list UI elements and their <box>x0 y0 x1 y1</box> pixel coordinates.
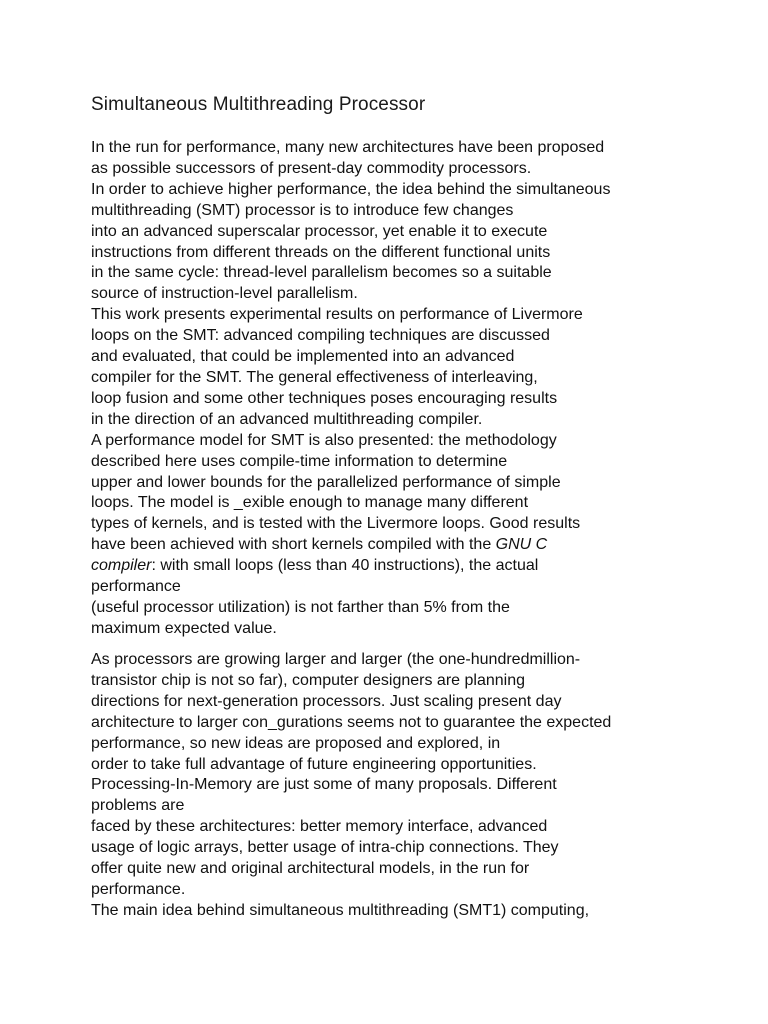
text-line: offer quite new and original architectural models, in the run for <box>91 860 530 878</box>
text-line: in the same cycle: thread-level parallelism becomes so a suitable <box>91 264 552 282</box>
text-line: in the direction of an advanced multithreading compiler. <box>91 410 483 428</box>
text-line: In order to achieve higher performance, the idea behind the simultaneous <box>91 180 611 198</box>
text-segment: : with small loops (less than 40 instructions), the actual <box>151 557 539 575</box>
paragraph-introduction <box>91 650 611 922</box>
text-line: instructions from different threads on the different functional units <box>91 243 551 261</box>
document-title: Simultaneous Multithreading Processor <box>91 94 426 115</box>
text-line: A performance model for SMT is also presented: the methodology <box>91 431 557 449</box>
text-line: (useful processor utilization) is not farther than 5% from the <box>91 598 510 616</box>
text-line: compiler for the SMT. The general effectiveness of interleaving, <box>91 368 538 386</box>
text-line: Processing-In-Memory are just some of many proposals. Different <box>91 776 557 794</box>
text-line-mixed <box>91 535 610 556</box>
text-line-mixed <box>91 556 610 577</box>
italic-segment: compiler <box>91 557 152 575</box>
text-line: As processors are growing larger and larger (the one-hundredmillion- <box>91 651 581 668</box>
text-line: architecture to larger con_gurations seems not to guarantee the expected <box>91 713 612 731</box>
text-line: maximum expected value. <box>91 619 277 637</box>
text-line: In the run for performance, many new architectures have been proposed <box>91 139 605 156</box>
text-line: loop fusion and some other techniques poses encouraging results <box>91 389 558 407</box>
text-line: This work presents experimental results on performance of Livermore <box>91 306 583 324</box>
text-line: performance <box>91 578 181 596</box>
text-line: described here uses compile-time information to determine <box>91 452 508 470</box>
text-line: usage of logic arrays, better usage of intra-chip connections. They <box>91 839 559 857</box>
text-line: multithreading (SMT) processor is to introduce few changes <box>91 201 514 219</box>
text-line: performance, so new ideas are proposed and explored, in <box>91 734 501 752</box>
text-line: directions for next-generation processors. Just scaling present day <box>91 692 562 710</box>
text-line: The main idea behind simultaneous multithreading (SMT1) computing, <box>91 901 590 919</box>
text-line: upper and lower bounds for the parallelized performance of simple <box>91 473 561 491</box>
text-line: performance. <box>91 880 186 898</box>
text-line: loops. The model is _exible enough to manage many different <box>91 494 529 512</box>
text-line: as possible successors of present-day commodity processors. <box>91 159 532 177</box>
text-line: transistor chip is not so far), computer designers are planning <box>91 671 525 689</box>
text-line: types of kernels, and is tested with the Livermore loops. Good results <box>91 515 581 533</box>
text-line: source of instruction-level parallelism. <box>91 285 358 303</box>
text-line: into an advanced superscalar processor, yet enable it to execute <box>91 222 548 240</box>
text-line: loops on the SMT: advanced compiling techniques are discussed <box>91 327 550 345</box>
paragraph-abstract <box>91 138 610 640</box>
text-line: and evaluated, that could be implemented into an advanced <box>91 348 515 366</box>
italic-segment: GNU C <box>495 536 548 554</box>
text-line: order to take full advantage of future engineering opportunities. <box>91 755 537 773</box>
text-line: problems are <box>91 797 185 815</box>
text-segment: have been achieved with short kernels compiled with the <box>91 536 496 554</box>
text-line: faced by these architectures: better memory interface, advanced <box>91 818 548 836</box>
